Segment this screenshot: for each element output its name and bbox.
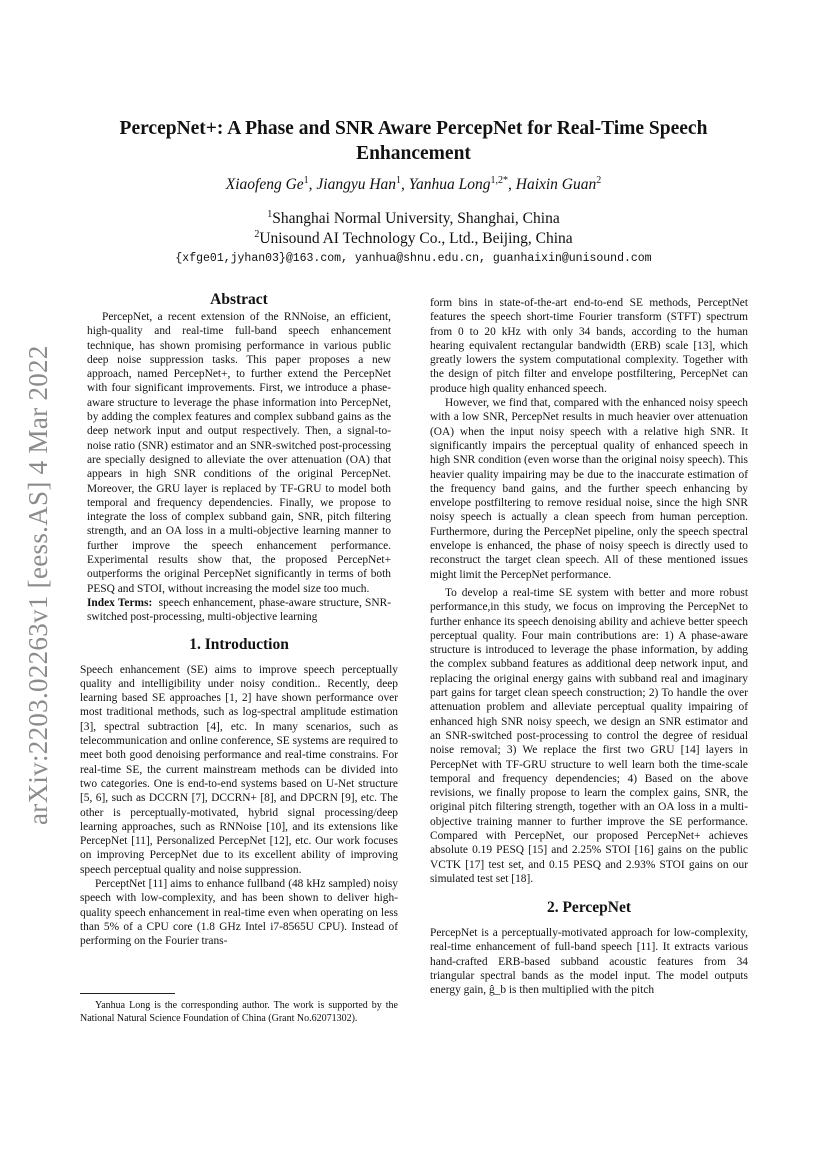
author-list: Xiaofeng Ge$^1$, Jiangyu Han$^1$, Yanhua Long$^{1,2*}$, Haixin Guan$^2$ [225, 175, 602, 193]
affil-mark: 1 [267, 209, 273, 220]
percepnet-paragraph: PercepNet is a perceptually-motivated approach for low-complexity, real-time enhancement of full-band speech [11]. It extracts various hand-crafted ERB-based subband acoustic features from 34 triangular spectral bands as the model input. The model outputs energy gain, ĝ_b is then multiplied with the pitch [430, 927, 748, 997]
affil-text: Unisound AI Technology Co., Ltd., Beijing, China [259, 230, 573, 247]
author-name: Jiangyu Han [316, 176, 397, 193]
author-affil-mark: 1,2* [490, 175, 508, 186]
affiliation [60, 210, 767, 228]
right-column [430, 296, 748, 998]
abstract-heading: Abstract [210, 291, 268, 308]
arxiv-stamp: arXiv:2203.02263v1 [eess.AS] 4 Mar 2022 [23, 345, 53, 825]
intro-paragraph: However, we find that, compared with the enhanced noisy speech with a low SNR, PercepNet results in much heavier over attenuation (OA) when the input noisy speech with a relative high SNR. It significantly impairs the perceptual quality of enhanced speech in high SNR condition (even worse than the original noisy speech). This heavier quality impairing may be due to the inaccurate estimation of the frequency band gains, and the further speech enhancing by envelope postfiltering to remove residual noise, since the high SNR noisy speech is actually a clean speech from human perception. Furthermore, during the PercepNet pipeline, only the speech spectral envelope is enhanced, the phase of noisy speech is directly used to reconstruct the target clean speech. All of these mentioned issues might limit the PercepNet performance. [430, 397, 748, 581]
index-terms: Index Terms: speech enhancement, phase-aware structure, SNR-switched post-processing, multi-objective learning [87, 596, 391, 624]
left-column [80, 290, 398, 948]
author-name: Yanhua Long [408, 176, 491, 193]
author-affil-mark: 1 [396, 175, 402, 186]
affil-mark: 2 [254, 229, 260, 240]
footnote-rule [80, 993, 175, 994]
intro-paragraph-cont: form bins in state-of-the-art end-to-end SE methods, PerceptNet features the speech short-time Fourier transform (STFT) spectrum from 0 to 20 kHz with only 34 bands, according to the human hearing equivalent rectangular bandwidth (ERB) scale [13], which greatly lowers the system computational complexity. Together with the design of pitch filter and envelope postfiltering, PercepNet can produce high quality enhanced speech. [430, 297, 748, 395]
affiliation [60, 230, 767, 248]
section-heading-percepnet: 2. PercepNet [546, 899, 632, 917]
intro-paragraph: To develop a real-time SE system with better and more robust performance,in this study, we focus on improving the PercepNet to further enhance its speech denoising ability and achieve better speech perceptual quality. Four main contributions are: 1) A phase-aware structure is introduced to leverage the phase information, by adding the complex subband features as additional deep network input, and replacing the original energy gains with subband real and imaginary part gains for target clean speech construction; 2) To handle the over attenuation problem and alleviate perceptual quality impairing of enhanced high SNR noisy speech, we design an SNR estimator and an SNR-switched post-processing to control the degree of residual noise removal; 3) We replace the first two GRU [14] layers in PercepNet with TF-GRU structure to well learn both the time-scale temporal and frequency dependencies; 4) Based on the above revisions, we finally propose to learn the complex gains, SNR, the original pitch filtering strength, together with an OA loss in a multi-objective training manner to further improve the SE performance. Compared with PercepNet, our proposed PercepNet+ achieves absolute 0.19 PESQ [15] and 2.25% STOI [16] gains on the public VCTK [17] test set, and 0.15 PESQ and 2.93% STOI gains on our simulated test set [18]. [430, 586, 748, 885]
intro-paragraph: Speech enhancement (SE) aims to improve speech perceptually quality and intelligibility under noisy condition.. Recently, deep learning based SE approaches [1, 2] have shown performance over most traditional methods, such as log-spectral amplitude estimation [3], spectral subtraction [4], etc. In many scenarios, such as telecommunication and online conference, SE systems are required to meet both good denoising performance and real-time constrains. For real-time SE, the current mainstream methods can be divided into two categories. One is end-to-end systems based on U-Net structure [5, 6], such as DCCRN [7], DCCRN+ [8], and DPCRN [9], etc. The other is perceptually-motivated, hybrid signal processing/deep learning approaches, such as RNNoise [10], and its extensions like PercepNet [11], Personalized PercepNet [12], etc. Our work focuses on improving PercepNet due to its excellent ability of improving speech perceptual quality and noise suppression. [80, 663, 398, 876]
author-affil-mark: 2 [596, 175, 602, 186]
email-list: {xfge01,jyhan03}@163.com, yanhua@shnu.edu.cn, guanhaixin@unisound.com [175, 252, 652, 265]
index-terms-text: speech enhancement, phase-aware structure, SNR-switched post-processing, multi-objective learning [87, 596, 391, 624]
author-name: Xiaofeng Ge [225, 176, 304, 193]
paper-title: PercepNet+: A Phase and SNR Aware PercepNet for Real-Time Speech Enhancement [119, 118, 708, 164]
intro-paragraph: PerceptNet [11] aims to enhance fullband (48 kHz sampled) noisy speech with low-complexity, and has been shown to deliver high-quality speech enhancement in real-time even when operating on less than 5% of a CPU core (1.8 GHz Intel i7-8565U CPU). Instead of performing on the Fourier trans- [80, 877, 398, 948]
footnote: Yanhua Long is the corresponding author. The work is supported by the National Natural Science Foundation of China (Grant No.62071302). [80, 1000, 398, 1024]
affil-text: Shanghai Normal University, Shanghai, China [272, 210, 560, 227]
section-heading-intro: 1. Introduction [189, 635, 289, 653]
author-name: Haixin Guan [515, 176, 597, 193]
author-affil-mark: 1 [303, 175, 309, 186]
abstract-text: PercepNet, a recent extension of the RNNoise, an efficient, high-quality and real-time full-band speech enhancement technique, has shown promising performance in various public deep noise suppression tasks. This paper proposes a new approach, named PercepNet+, to further extend the PercepNet with four significant improvements. First, we introduce a phase-aware structure to leverage the phase information into PercepNet, by adding the complex features and complex subband gains as the deep network input and output respectively. Then, a signal-to-noise ratio (SNR) estimator and an SNR-switched post-processing are specially designed to alleviate the over attenuation (OA) that appears in high SNR conditions of the original PercepNet. Moreover, the GRU layer is replaced by TF-GRU to model both temporal and frequency dependencies. Finally, we propose to integrate the loss of complex subband gain, SNR, pitch filtering strength, and an OA loss in a multi-objective learning manner to further improve the speech enhancement performance. Experimental results show that, the proposed PercepNet+ outperforms the original PercepNet significantly in terms of both PESQ and STOI, without increasing the model size too much. [87, 311, 391, 595]
index-terms-label: Index Terms [87, 596, 149, 609]
